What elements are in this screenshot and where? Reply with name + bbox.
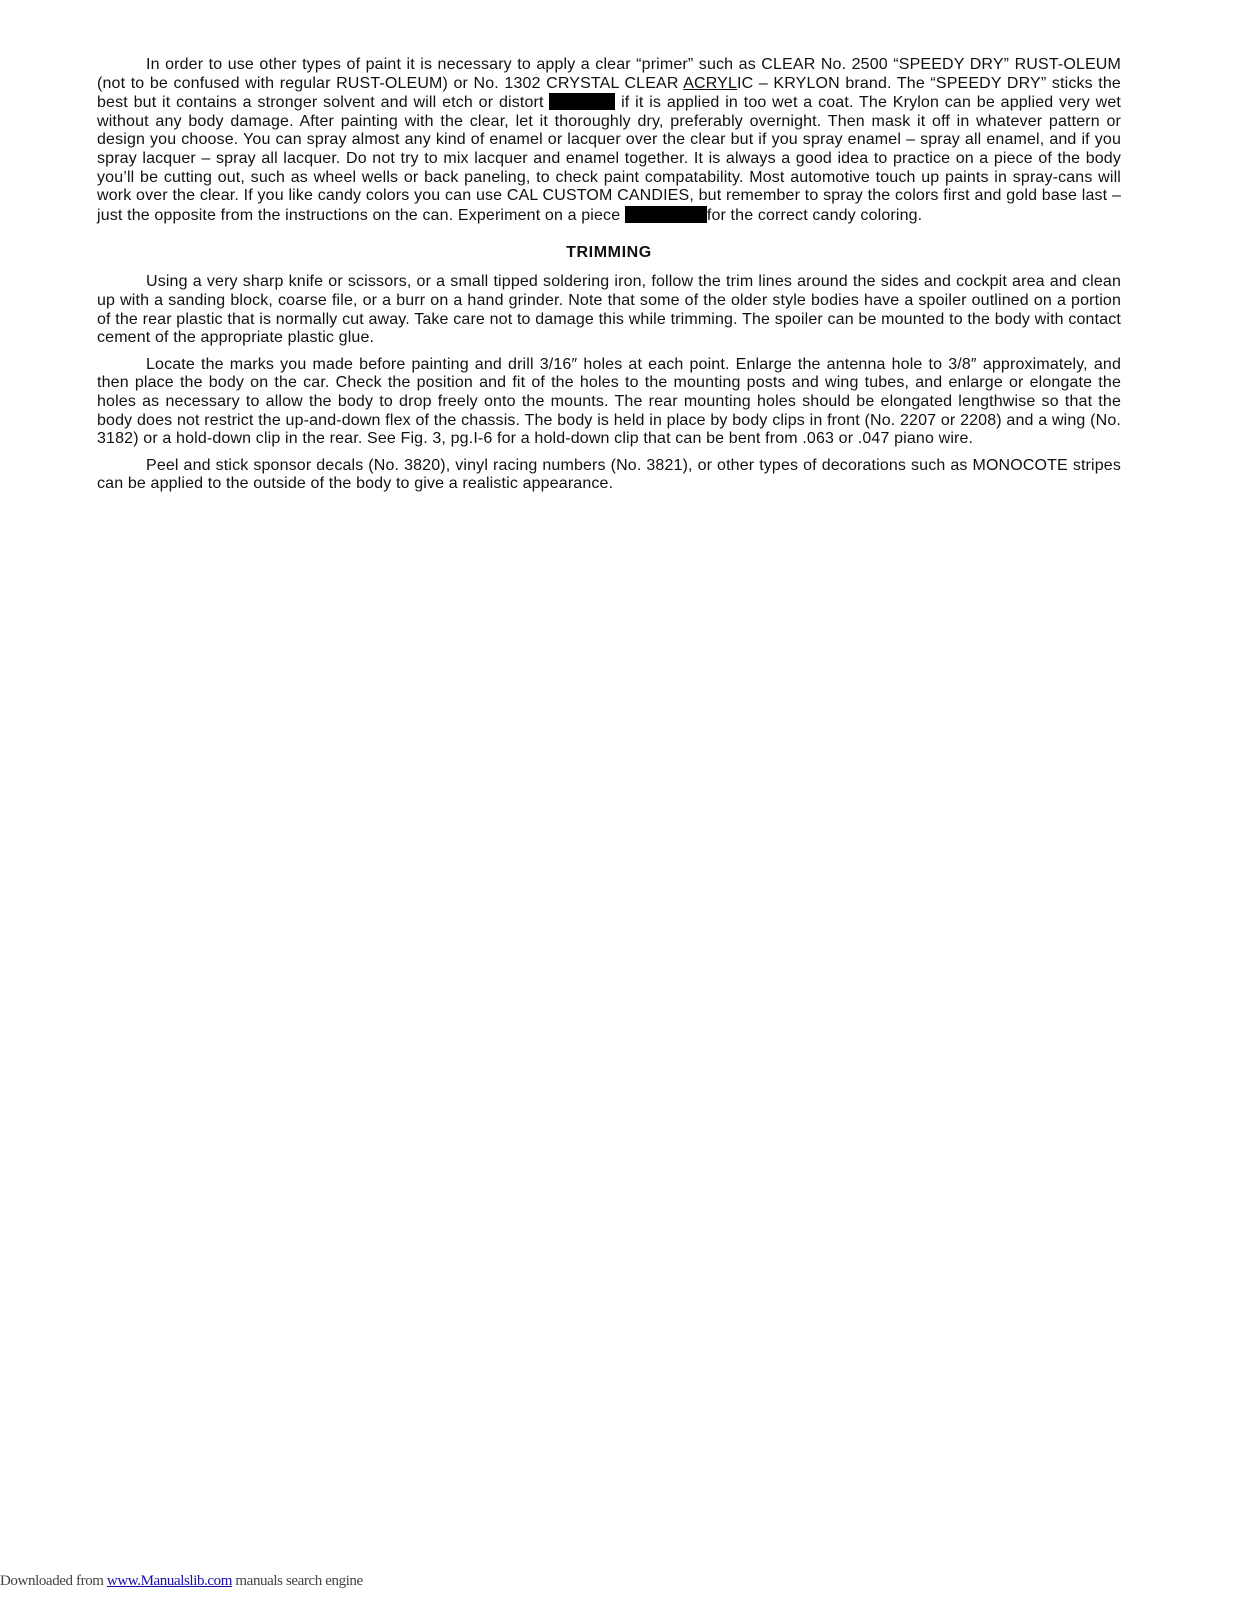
paint-text-3: if it is applied in too wet a coat. The Krylon can be applied very wet without any body damage. After painting with the clear, let it thoroughly dry, preferably overnight. Then mask it off in whatever pattern or design you choose. You can spray almost any kind of enamel or lacquer over the clear but if you spray enamel – spray all enamel, and if you spray lacquer – spray all lacquer. Do not try to mix lacquer and enamel together. It is always a good idea to practice on a piece of the body you’ll be cutting out, such as wheel wells or back paneling, to check paint compatability. Most automotive touch up paints in spray-cans will work over the clear. If you like candy colors you can use CAL CUSTOM CANDIES, but remember to spray the colors first and gold base last – just the opposite from the instructions on the can. Experiment on a piece	[97, 94, 1121, 224]
trimming-paragraph-1: Using a very sharp knife or scissors, or a small tipped soldering iron, follow the trim lines around the sides and cockpit area and clean up with a sanding block, coarse file, or a burr on a hand grinder. Note that some of the older style bodies have a spoiler outlined on a portion of the rear plastic that is normally cut away. Take care not to damage this while trimming. The spoiler can be mounted to the body with contact cement of the appropriate plastic glue.	[97, 273, 1121, 347]
paint-primer-paragraph	[97, 56, 1121, 225]
download-footer	[0, 1573, 363, 1590]
document-page	[97, 56, 1121, 494]
trimming-heading: TRIMMING	[566, 244, 652, 262]
trimming-paragraph-2: Locate the marks you made before painting and drill 3/16″ holes at each point. Enlarge the antenna hole to 3/8″ approximately, and then place the body on the car. Check the position and fit of the holes to the mounting posts and wing tubes, and enlarge or elongate the holes as necessary to allow the body to drop freely onto the mounts. The rear mounting holes should be elongated lengthwise so that the body does not restrict the up-and-down flex of the chassis. The body is held in place by body clips in front (No. 2207 or 2208) and a wing (No. 3182) or a hold-down clip in the rear. See Fig. 3, pg.I-6 for a hold-down clip that can be bent from .063 or .047 piano wire.	[97, 355, 1121, 448]
redaction-bar	[625, 206, 707, 223]
paint-text-4: for the correct candy coloring.	[706, 206, 923, 224]
footer-suffix: manuals search engine	[232, 1573, 363, 1589]
paint-text-1: In order to use other types of paint it is necessary to apply a clear “primer” such as CLEAR No. 2500 “SPEEDY DRY” RUST-OLEUM (not to be confused with regular RUST-OLEUM) or No. 1302 CRYSTAL CLEAR	[97, 56, 1121, 92]
paint-text-underlined: ACRYL	[683, 74, 738, 92]
footer-prefix: Downloaded from	[0, 1573, 107, 1589]
trimming-paragraph-3: Peel and stick sponsor decals (No. 3820), vinyl racing numbers (No. 3821), or other types of decorations such as MONOCOTE stripes can be applied to the outside of the body to give a realistic appearance.	[97, 456, 1121, 493]
redaction-bar	[549, 93, 615, 110]
manualslib-link[interactable]: www.Manualslib.com	[106, 1573, 233, 1589]
paint-text-2: IC – KRYLON brand. The “SPEEDY DRY” sticks the best but it contains a stronger solvent and will etch or distort	[97, 74, 1121, 112]
